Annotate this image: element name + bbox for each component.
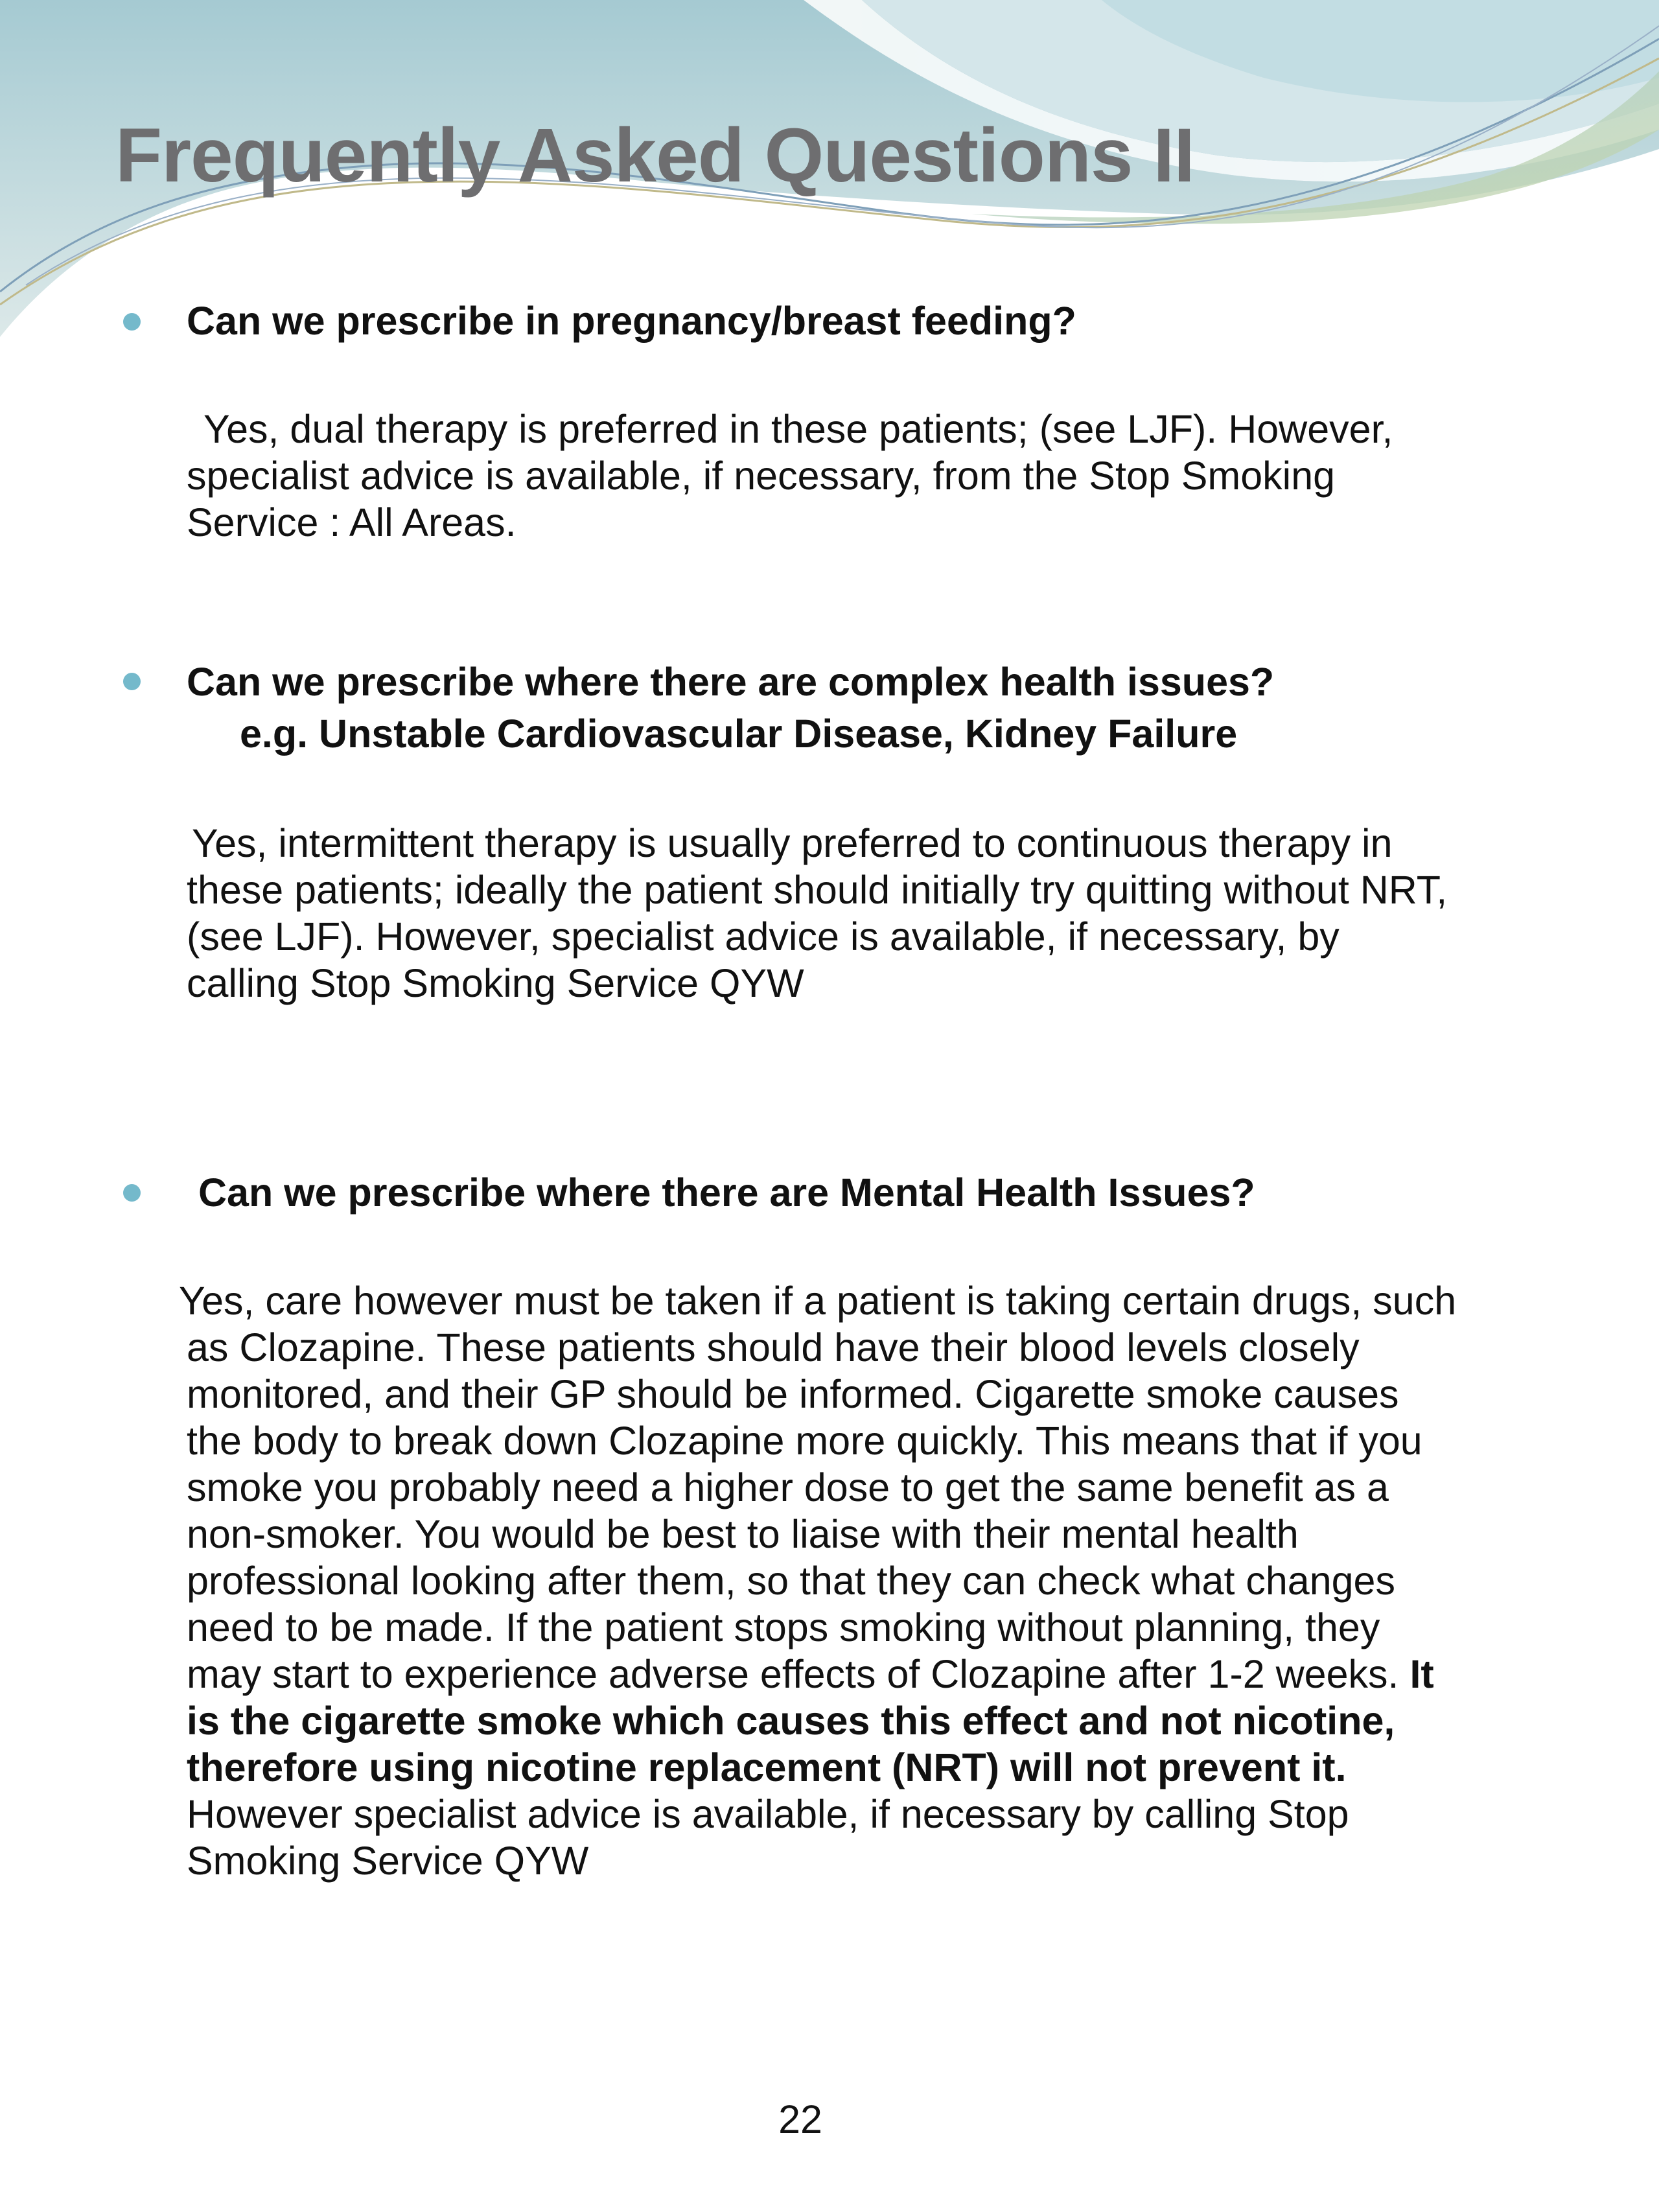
page-number: 22	[778, 2097, 822, 2141]
faq-2-question-line: Can we prescribe where there are complex health issues?	[187, 660, 1275, 704]
faq-3-answer-line: However specialist advice is available, if necessary by calling Stop	[187, 1792, 1349, 1836]
faq-2-answer-line: these patients; ideally the patient should initially try quitting without NRT,	[187, 868, 1448, 912]
faq-3-answer-emphasis: It	[1410, 1652, 1434, 1696]
bullet-icon	[123, 1184, 141, 1202]
faq-2-answer-line: calling Stop Smoking Service QYW	[187, 961, 804, 1005]
faq-3-answer	[179, 1277, 1457, 1884]
faq-3-answer-line: smoke you probably need a higher dose to get the same benefit as a	[187, 1465, 1389, 1509]
faq-3-answer-line: the body to break down Clozapine more quickly. This means that if you	[187, 1419, 1422, 1463]
faq-1-answer-line: specialist advice is available, if necessary, from the Stop Smoking	[187, 454, 1336, 498]
faq-3-answer-line-mixed	[187, 1651, 1456, 1697]
faq-3-question	[198, 1167, 1255, 1218]
faq-3-answer-text: may start to experience adverse effects of Clozapine after 1-2 weeks.	[187, 1652, 1399, 1696]
faq-2-answer-line: Yes, intermittent therapy is usually preferred to continuous therapy in	[192, 821, 1393, 865]
faq-3-question-line: Can we prescribe where there are Mental Health Issues?	[198, 1170, 1255, 1215]
faq-2-answer	[187, 820, 1447, 1007]
faq-2-question	[187, 656, 1274, 760]
bullet-icon	[123, 673, 141, 690]
faq-3-answer-line: professional looking after them, so that they can check what changes	[187, 1559, 1395, 1603]
faq-3-answer-line: Yes, care however must be taken if a patient is taking certain drugs, such	[179, 1279, 1457, 1323]
faq-2-answer-line: (see LJF). However, specialist advice is available, if necessary, by	[187, 914, 1340, 959]
faq-1-answer-line: Service : All Areas.	[187, 500, 516, 544]
page-title: Frequently Asked Questions II	[115, 113, 1194, 198]
faq-1-question	[187, 295, 1076, 347]
faq-2-question-line: e.g. Unstable Cardiovascular Disease, Kidney Failure	[240, 712, 1238, 756]
faq-3-answer-emphasis-line: is the cigarette smoke which causes this effect and not nicotine,	[187, 1699, 1395, 1743]
faq-3-answer-line: as Clozapine. These patients should have their blood levels closely	[187, 1325, 1360, 1369]
faq-1-question-line: Can we prescribe in pregnancy/breast feeding?	[187, 299, 1076, 343]
bullet-icon	[123, 313, 141, 331]
faq-3-answer-line: non-smoker. You would be best to liaise with their mental health	[187, 1512, 1299, 1556]
faq-3-answer-emphasis-line: therefore using nicotine replacement (NRT) will not prevent it.	[187, 1745, 1347, 1789]
faq-1-answer	[187, 406, 1393, 546]
faq-1-answer-line: Yes, dual therapy is preferred in these patients; (see LJF). However,	[203, 407, 1393, 451]
faq-3-answer-line: Smoking Service QYW	[187, 1839, 589, 1883]
faq-3-answer-line: monitored, and their GP should be informed. Cigarette smoke causes	[187, 1372, 1399, 1416]
faq-3-answer-line: need to be made. If the patient stops smoking without planning, they	[187, 1605, 1380, 1649]
